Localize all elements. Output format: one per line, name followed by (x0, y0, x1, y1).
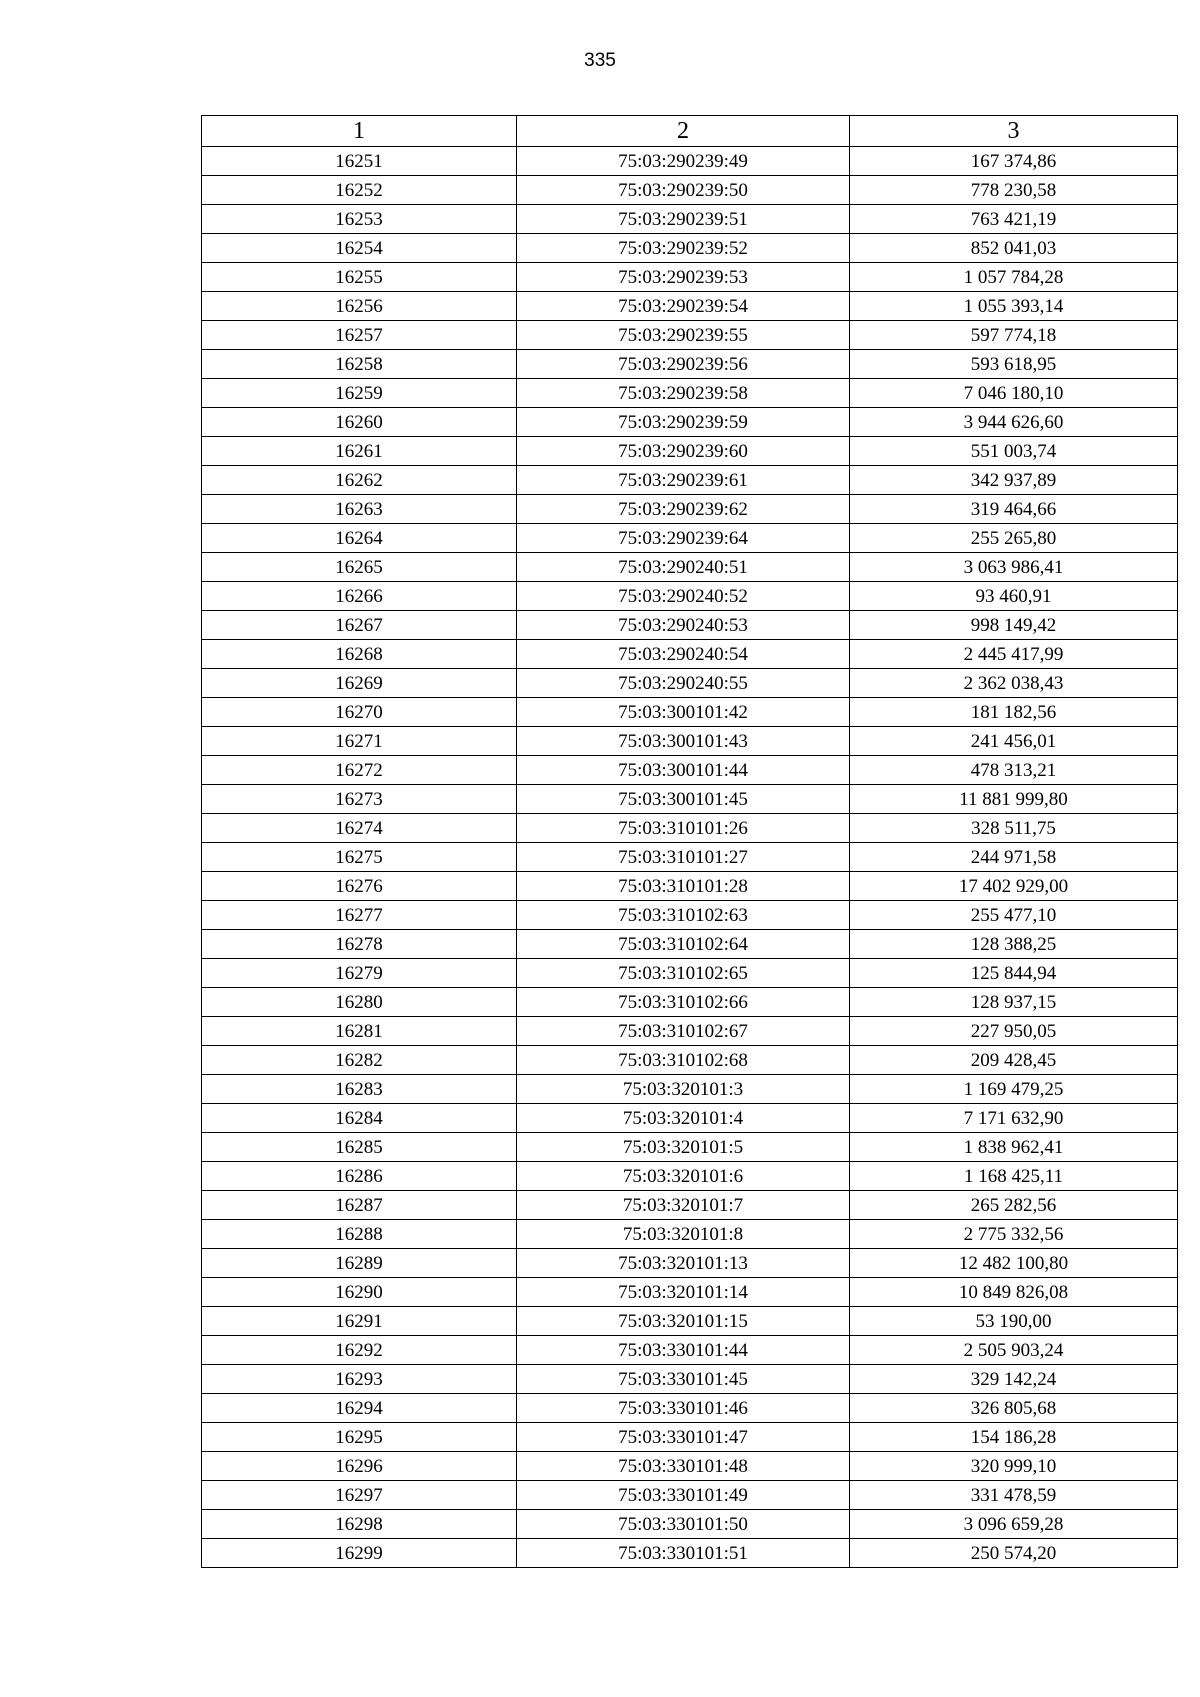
cadastral-number-cell: 75:03:290239:64 (517, 524, 850, 553)
value-cell: 7 171 632,90 (850, 1104, 1178, 1133)
table-row (202, 988, 1178, 1017)
row-number-cell: 16271 (202, 727, 517, 756)
cadastral-number-cell: 75:03:290240:54 (517, 640, 850, 669)
value-cell: 1 169 479,25 (850, 1075, 1178, 1104)
value-cell: 11 881 999,80 (850, 785, 1178, 814)
row-number-cell: 16282 (202, 1046, 517, 1075)
row-number-cell: 16281 (202, 1017, 517, 1046)
table-row (202, 1133, 1178, 1162)
value-cell: 12 482 100,80 (850, 1249, 1178, 1278)
cadastral-number-cell: 75:03:290239:52 (517, 234, 850, 263)
value-cell: 125 844,94 (850, 959, 1178, 988)
row-number-cell: 16270 (202, 698, 517, 727)
table-row (202, 292, 1178, 321)
cadastral-number-cell: 75:03:330101:46 (517, 1394, 850, 1423)
row-number-cell: 16276 (202, 872, 517, 901)
value-cell: 478 313,21 (850, 756, 1178, 785)
row-number-cell: 16280 (202, 988, 517, 1017)
cadastral-number-cell: 75:03:330101:51 (517, 1539, 850, 1568)
cadastral-number-cell: 75:03:290239:58 (517, 379, 850, 408)
table-row (202, 1191, 1178, 1220)
row-number-cell: 16299 (202, 1539, 517, 1568)
row-number-cell: 16288 (202, 1220, 517, 1249)
table-row (202, 495, 1178, 524)
table-row (202, 901, 1178, 930)
row-number-cell: 16261 (202, 437, 517, 466)
table-header-row (202, 116, 1178, 147)
cadastral-number-cell: 75:03:290239:60 (517, 437, 850, 466)
cadastral-number-cell: 75:03:320101:5 (517, 1133, 850, 1162)
row-number-cell: 16291 (202, 1307, 517, 1336)
row-number-cell: 16264 (202, 524, 517, 553)
value-cell: 93 460,91 (850, 582, 1178, 611)
value-cell: 255 477,10 (850, 901, 1178, 930)
row-number-cell: 16277 (202, 901, 517, 930)
value-cell: 331 478,59 (850, 1481, 1178, 1510)
column-header-1: 1 (202, 116, 517, 147)
data-table (201, 115, 1178, 1568)
table-row (202, 756, 1178, 785)
row-number-cell: 16297 (202, 1481, 517, 1510)
table-row (202, 1249, 1178, 1278)
cadastral-number-cell: 75:03:310102:64 (517, 930, 850, 959)
value-cell: 10 849 826,08 (850, 1278, 1178, 1307)
value-cell: 1 838 962,41 (850, 1133, 1178, 1162)
value-cell: 778 230,58 (850, 176, 1178, 205)
value-cell: 998 149,42 (850, 611, 1178, 640)
value-cell: 3 944 626,60 (850, 408, 1178, 437)
cadastral-number-cell: 75:03:310101:28 (517, 872, 850, 901)
table-row (202, 263, 1178, 292)
row-number-cell: 16259 (202, 379, 517, 408)
table-row (202, 640, 1178, 669)
value-cell: 53 190,00 (850, 1307, 1178, 1336)
cadastral-number-cell: 75:03:300101:42 (517, 698, 850, 727)
table-row (202, 1162, 1178, 1191)
cadastral-number-cell: 75:03:300101:44 (517, 756, 850, 785)
cadastral-number-cell: 75:03:310102:68 (517, 1046, 850, 1075)
cadastral-number-cell: 75:03:290240:52 (517, 582, 850, 611)
row-number-cell: 16293 (202, 1365, 517, 1394)
value-cell: 265 282,56 (850, 1191, 1178, 1220)
table-row (202, 872, 1178, 901)
value-cell: 319 464,66 (850, 495, 1178, 524)
cadastral-number-cell: 75:03:290240:51 (517, 553, 850, 582)
table-row (202, 1336, 1178, 1365)
row-number-cell: 16296 (202, 1452, 517, 1481)
row-number-cell: 16258 (202, 350, 517, 379)
cadastral-number-cell: 75:03:290239:59 (517, 408, 850, 437)
cadastral-number-cell: 75:03:320101:7 (517, 1191, 850, 1220)
table-row (202, 1394, 1178, 1423)
row-number-cell: 16285 (202, 1133, 517, 1162)
table-row (202, 234, 1178, 263)
table-row (202, 350, 1178, 379)
cadastral-number-cell: 75:03:310101:27 (517, 843, 850, 872)
row-number-cell: 16278 (202, 930, 517, 959)
value-cell: 2 775 332,56 (850, 1220, 1178, 1249)
table-row (202, 1278, 1178, 1307)
row-number-cell: 16251 (202, 147, 517, 176)
table-row (202, 1481, 1178, 1510)
value-cell: 17 402 929,00 (850, 872, 1178, 901)
cadastral-number-cell: 75:03:290240:55 (517, 669, 850, 698)
value-cell: 852 041,03 (850, 234, 1178, 263)
cadastral-number-cell: 75:03:320101:6 (517, 1162, 850, 1191)
value-cell: 2 445 417,99 (850, 640, 1178, 669)
table-row (202, 1046, 1178, 1075)
cadastral-number-cell: 75:03:290239:51 (517, 205, 850, 234)
table-row (202, 147, 1178, 176)
row-number-cell: 16284 (202, 1104, 517, 1133)
table-row (202, 1452, 1178, 1481)
value-cell: 1 055 393,14 (850, 292, 1178, 321)
column-header-2: 2 (517, 116, 850, 147)
table-row (202, 553, 1178, 582)
value-cell: 167 374,86 (850, 147, 1178, 176)
row-number-cell: 16272 (202, 756, 517, 785)
cadastral-number-cell: 75:03:290239:50 (517, 176, 850, 205)
table-row (202, 930, 1178, 959)
value-cell: 320 999,10 (850, 1452, 1178, 1481)
table-row (202, 379, 1178, 408)
row-number-cell: 16254 (202, 234, 517, 263)
row-number-cell: 16266 (202, 582, 517, 611)
cadastral-number-cell: 75:03:290240:53 (517, 611, 850, 640)
row-number-cell: 16289 (202, 1249, 517, 1278)
row-number-cell: 16268 (202, 640, 517, 669)
table-row (202, 582, 1178, 611)
value-cell: 128 937,15 (850, 988, 1178, 1017)
row-number-cell: 16265 (202, 553, 517, 582)
cadastral-number-cell: 75:03:330101:44 (517, 1336, 850, 1365)
value-cell: 227 950,05 (850, 1017, 1178, 1046)
table-row (202, 814, 1178, 843)
value-cell: 328 511,75 (850, 814, 1178, 843)
row-number-cell: 16286 (202, 1162, 517, 1191)
value-cell: 255 265,80 (850, 524, 1178, 553)
value-cell: 3 096 659,28 (850, 1510, 1178, 1539)
table-row (202, 727, 1178, 756)
table-row (202, 843, 1178, 872)
cadastral-number-cell: 75:03:330101:45 (517, 1365, 850, 1394)
cadastral-number-cell: 75:03:290239:49 (517, 147, 850, 176)
value-cell: 1 168 425,11 (850, 1162, 1178, 1191)
value-cell: 2 505 903,24 (850, 1336, 1178, 1365)
value-cell: 7 046 180,10 (850, 379, 1178, 408)
value-cell: 551 003,74 (850, 437, 1178, 466)
cadastral-number-cell: 75:03:290239:62 (517, 495, 850, 524)
cadastral-number-cell: 75:03:290239:54 (517, 292, 850, 321)
row-number-cell: 16298 (202, 1510, 517, 1539)
row-number-cell: 16273 (202, 785, 517, 814)
cadastral-number-cell: 75:03:310102:65 (517, 959, 850, 988)
cadastral-number-cell: 75:03:330101:48 (517, 1452, 850, 1481)
row-number-cell: 16257 (202, 321, 517, 350)
value-cell: 154 186,28 (850, 1423, 1178, 1452)
value-cell: 763 421,19 (850, 205, 1178, 234)
table-row (202, 321, 1178, 350)
value-cell: 244 971,58 (850, 843, 1178, 872)
value-cell: 241 456,01 (850, 727, 1178, 756)
column-header-3: 3 (850, 116, 1178, 147)
table-row (202, 669, 1178, 698)
table-row (202, 408, 1178, 437)
value-cell: 250 574,20 (850, 1539, 1178, 1568)
value-cell: 1 057 784,28 (850, 263, 1178, 292)
cadastral-number-cell: 75:03:290239:53 (517, 263, 850, 292)
cadastral-number-cell: 75:03:290239:61 (517, 466, 850, 495)
row-number-cell: 16287 (202, 1191, 517, 1220)
row-number-cell: 16292 (202, 1336, 517, 1365)
page-number: 335 (584, 50, 616, 71)
value-cell: 128 388,25 (850, 930, 1178, 959)
cadastral-number-cell: 75:03:320101:8 (517, 1220, 850, 1249)
table-row (202, 1365, 1178, 1394)
cadastral-number-cell: 75:03:310101:26 (517, 814, 850, 843)
row-number-cell: 16260 (202, 408, 517, 437)
value-cell: 2 362 038,43 (850, 669, 1178, 698)
value-cell: 597 774,18 (850, 321, 1178, 350)
value-cell: 326 805,68 (850, 1394, 1178, 1423)
row-number-cell: 16267 (202, 611, 517, 640)
table-row (202, 1017, 1178, 1046)
table-row (202, 1307, 1178, 1336)
row-number-cell: 16279 (202, 959, 517, 988)
table-row (202, 959, 1178, 988)
cadastral-number-cell: 75:03:310102:67 (517, 1017, 850, 1046)
cadastral-number-cell: 75:03:310102:66 (517, 988, 850, 1017)
cadastral-number-cell: 75:03:290239:56 (517, 350, 850, 379)
row-number-cell: 16255 (202, 263, 517, 292)
table-row (202, 205, 1178, 234)
table-row (202, 437, 1178, 466)
table-row (202, 176, 1178, 205)
cadastral-number-cell: 75:03:330101:47 (517, 1423, 850, 1452)
table-row (202, 1510, 1178, 1539)
row-number-cell: 16295 (202, 1423, 517, 1452)
cadastral-number-cell: 75:03:310102:63 (517, 901, 850, 930)
cadastral-number-cell: 75:03:320101:15 (517, 1307, 850, 1336)
row-number-cell: 16290 (202, 1278, 517, 1307)
cadastral-number-cell: 75:03:320101:4 (517, 1104, 850, 1133)
cadastral-number-cell: 75:03:290239:55 (517, 321, 850, 350)
value-cell: 593 618,95 (850, 350, 1178, 379)
value-cell: 209 428,45 (850, 1046, 1178, 1075)
row-number-cell: 16263 (202, 495, 517, 524)
cadastral-number-cell: 75:03:320101:13 (517, 1249, 850, 1278)
row-number-cell: 16262 (202, 466, 517, 495)
row-number-cell: 16253 (202, 205, 517, 234)
value-cell: 342 937,89 (850, 466, 1178, 495)
row-number-cell: 16269 (202, 669, 517, 698)
value-cell: 329 142,24 (850, 1365, 1178, 1394)
row-number-cell: 16275 (202, 843, 517, 872)
table-row (202, 1423, 1178, 1452)
table-row (202, 1104, 1178, 1133)
table-row (202, 524, 1178, 553)
table-row (202, 1220, 1178, 1249)
row-number-cell: 16294 (202, 1394, 517, 1423)
table-row (202, 698, 1178, 727)
table-body (202, 147, 1178, 1568)
cadastral-number-cell: 75:03:300101:45 (517, 785, 850, 814)
table-row (202, 611, 1178, 640)
table-row (202, 466, 1178, 495)
cadastral-number-cell: 75:03:320101:14 (517, 1278, 850, 1307)
cadastral-number-cell: 75:03:330101:50 (517, 1510, 850, 1539)
cadastral-number-cell: 75:03:330101:49 (517, 1481, 850, 1510)
row-number-cell: 16252 (202, 176, 517, 205)
table-row (202, 1539, 1178, 1568)
table-row (202, 1075, 1178, 1104)
row-number-cell: 16256 (202, 292, 517, 321)
table-row (202, 785, 1178, 814)
value-cell: 181 182,56 (850, 698, 1178, 727)
row-number-cell: 16283 (202, 1075, 517, 1104)
cadastral-number-cell: 75:03:320101:3 (517, 1075, 850, 1104)
value-cell: 3 063 986,41 (850, 553, 1178, 582)
row-number-cell: 16274 (202, 814, 517, 843)
cadastral-number-cell: 75:03:300101:43 (517, 727, 850, 756)
